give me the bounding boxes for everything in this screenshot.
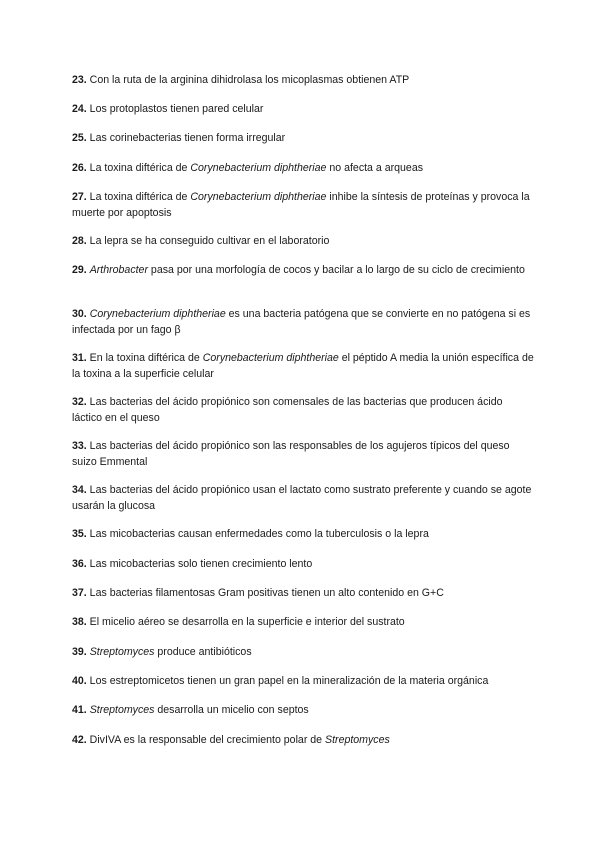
question-text: Las corinebacterias tienen forma irregular bbox=[86, 132, 286, 144]
question-text: La lepra se ha conseguido cultivar en el laboratorio bbox=[86, 235, 330, 247]
species-name: Streptomyces bbox=[325, 734, 390, 746]
question-number: 27. bbox=[72, 191, 87, 203]
question-item bbox=[72, 644, 534, 660]
question-text: pasa por una morfología de cocos y bacilar a lo largo de su ciclo de crecimiento bbox=[147, 264, 525, 276]
question-item bbox=[72, 482, 534, 514]
question-text: En la toxina diftérica de bbox=[86, 352, 203, 364]
question-number: 30. bbox=[72, 308, 87, 320]
question-number: 37. bbox=[72, 587, 87, 599]
question-number: 26. bbox=[72, 162, 87, 174]
question-item bbox=[72, 556, 534, 572]
question-text: Con la ruta de la arginina dihidrolasa los micoplasmas obtienen ATP bbox=[86, 74, 410, 86]
question-text: La toxina diftérica de bbox=[86, 162, 191, 174]
species-name: Corynebacterium diphtheriae bbox=[190, 162, 327, 174]
question-item bbox=[72, 394, 534, 426]
question-text: desarrolla un micelio con septos bbox=[154, 704, 309, 716]
question-item bbox=[72, 350, 534, 382]
question-number: 28. bbox=[72, 235, 87, 247]
question-item bbox=[72, 732, 534, 748]
question-item bbox=[72, 189, 534, 221]
question-text: inhibe la síntesis de proteínas y provoca la muerte por apoptosis bbox=[72, 191, 530, 219]
question-number: 34. bbox=[72, 484, 87, 496]
question-item bbox=[72, 160, 534, 176]
question-item bbox=[72, 585, 534, 601]
question-number: 38. bbox=[72, 616, 87, 628]
question-text: Los protoplastos tienen pared celular bbox=[86, 103, 264, 115]
question-number: 40. bbox=[72, 675, 87, 687]
species-name: Corynebacterium diphtheriae bbox=[202, 352, 339, 364]
species-name: Streptomyces bbox=[89, 646, 155, 658]
question-number: 29. bbox=[72, 264, 87, 276]
question-item bbox=[72, 702, 534, 718]
question-number: 33. bbox=[72, 440, 87, 452]
question-text: el péptido A media la unión específica de la toxina a la superficie celular bbox=[72, 352, 534, 380]
question-text: Las bacterias del ácido propiónico son comensales de las bacterias que producen ácido láctico en el queso bbox=[72, 396, 503, 424]
question-text: DivIVA es la responsable del crecimiento polar de bbox=[86, 734, 326, 746]
question-item bbox=[72, 438, 534, 470]
species-name: Corynebacterium diphtheriae bbox=[190, 191, 327, 203]
question-text: Las micobacterias causan enfermedades como la tuberculosis o la lepra bbox=[86, 528, 429, 540]
question-number: 39. bbox=[72, 646, 87, 658]
question-number: 32. bbox=[72, 396, 87, 408]
question-number: 35. bbox=[72, 528, 87, 540]
question-text: Las micobacterias solo tienen crecimiento lento bbox=[86, 558, 313, 570]
question-item bbox=[72, 306, 534, 338]
question-item bbox=[72, 262, 534, 278]
question-item bbox=[72, 101, 534, 117]
question-item bbox=[72, 130, 534, 146]
question-text: El micelio aéreo se desarrolla en la superficie e interior del sustrato bbox=[86, 616, 405, 628]
species-name: Arthrobacter bbox=[89, 264, 148, 276]
question-number: 42. bbox=[72, 734, 87, 746]
question-number: 41. bbox=[72, 704, 87, 716]
question-text: es una bacteria patógena que se convierte en no patógena si es infectada por un fago β bbox=[72, 308, 531, 336]
question-text: no afecta a arqueas bbox=[326, 162, 424, 174]
question-item bbox=[72, 614, 534, 630]
question-text: Las bacterias del ácido propiónico usan el lactato como sustrato preferente y cuando se agote usarán la glucosa bbox=[72, 484, 532, 512]
question-number: 31. bbox=[72, 352, 87, 364]
question-text: La toxina diftérica de bbox=[86, 191, 191, 203]
question-number: 24. bbox=[72, 103, 87, 115]
question-item bbox=[72, 233, 534, 249]
question-text: Las bacterias del ácido propiónico son las responsables de los agujeros típicos del queso suizo Emmental bbox=[72, 440, 510, 468]
question-number: 25. bbox=[72, 132, 87, 144]
species-name: Streptomyces bbox=[89, 704, 155, 716]
question-text: Las bacterias filamentosas Gram positivas tienen un alto contenido en G+C bbox=[86, 587, 444, 599]
question-text: produce antibióticos bbox=[154, 646, 252, 658]
species-name: Corynebacterium diphtheriae bbox=[89, 308, 226, 320]
question-item bbox=[72, 673, 534, 689]
question-item bbox=[72, 526, 534, 542]
question-number: 36. bbox=[72, 558, 87, 570]
question-number: 23. bbox=[72, 74, 87, 86]
question-item bbox=[72, 72, 534, 88]
question-text: Los estreptomicetos tienen un gran papel en la mineralización de la materia orgánica bbox=[86, 675, 489, 687]
